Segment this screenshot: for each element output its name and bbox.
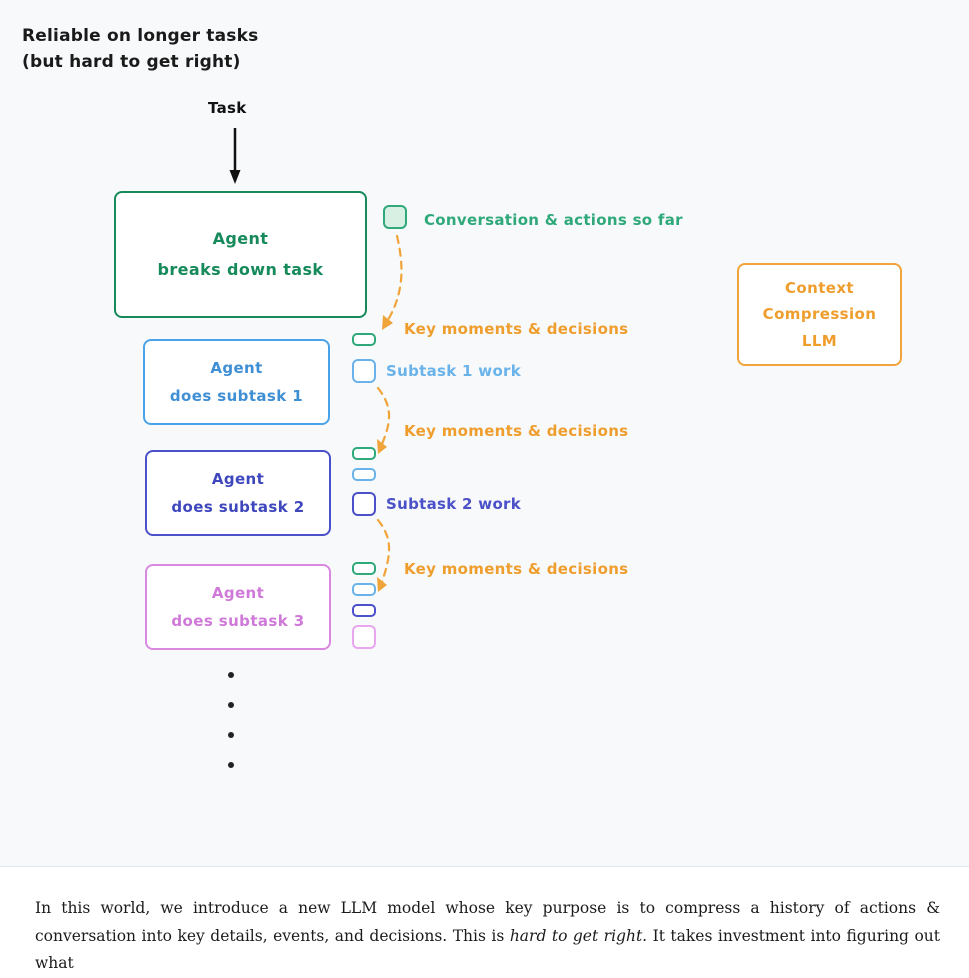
token-green-summary-2 (352, 447, 376, 460)
agent-subtask1-box (143, 339, 330, 425)
token-blue-summary-2 (352, 468, 376, 481)
agent-subtask2-box (145, 450, 331, 536)
token-indigo-summary-3 (352, 604, 376, 617)
dot-4 (228, 762, 234, 768)
token-green-summary-3 (352, 562, 376, 575)
agent-subtask3-box (145, 564, 331, 650)
context-compression-line-3: LLM (801, 331, 838, 350)
token-green-summary-1 (352, 333, 376, 346)
caption-italic: hard to get right. (509, 926, 648, 945)
label-conversation-actions: Conversation & actions so far (424, 211, 683, 229)
caption-part-2: It takes investment into figuring out what (35, 926, 940, 973)
label-key-moments-2: Key moments & decisions (404, 422, 629, 440)
agent-subtask3-line-1: Agent (211, 583, 265, 602)
diagram-heading (22, 24, 258, 75)
dot-2 (228, 702, 234, 708)
agent-main-box (114, 191, 367, 318)
agent-subtask2-line-1: Agent (211, 469, 265, 488)
context-compression-line-2: Compression (762, 305, 877, 324)
token-subtask1-work (352, 359, 376, 383)
agent-subtask2-line-2: does subtask 2 (171, 498, 305, 516)
token-subtask3-work (352, 625, 376, 649)
heading-line-2: (but hard to get right) (22, 51, 241, 72)
agent-main-line-1: Agent (212, 229, 269, 249)
agent-main-line-2: breaks down task (157, 259, 324, 279)
label-key-moments-1: Key moments & decisions (404, 320, 629, 338)
agent-subtask3-line-2: does subtask 3 (171, 612, 305, 630)
label-key-moments-3: Key moments & decisions (404, 560, 629, 578)
continuation-dots (228, 672, 240, 792)
token-blue-summary-3 (352, 583, 376, 596)
label-subtask1-work: Subtask 1 work (386, 362, 522, 380)
token-conversation-green (383, 205, 407, 229)
agent-subtask1-line-1: Agent (210, 358, 263, 377)
caption-text (35, 895, 940, 978)
dot-1 (228, 672, 234, 678)
token-subtask2-work (352, 492, 376, 516)
agent-subtask1-line-2: does subtask 1 (169, 387, 304, 405)
caption-part-1: In this world, we introduce a new LLM model whose key purpose is to compress a history of actions & conversation into key details, events, and decisions. This is (35, 899, 940, 945)
task-arrow-icon (228, 128, 242, 184)
caption-area (0, 866, 969, 973)
dot-3 (228, 732, 234, 738)
heading-line-1: Reliable on longer tasks (22, 26, 259, 46)
label-subtask2-work: Subtask 2 work (386, 495, 522, 513)
context-compression-line-1: Context (785, 279, 854, 298)
task-label: Task (208, 99, 247, 117)
context-compression-llm-box (737, 263, 902, 366)
